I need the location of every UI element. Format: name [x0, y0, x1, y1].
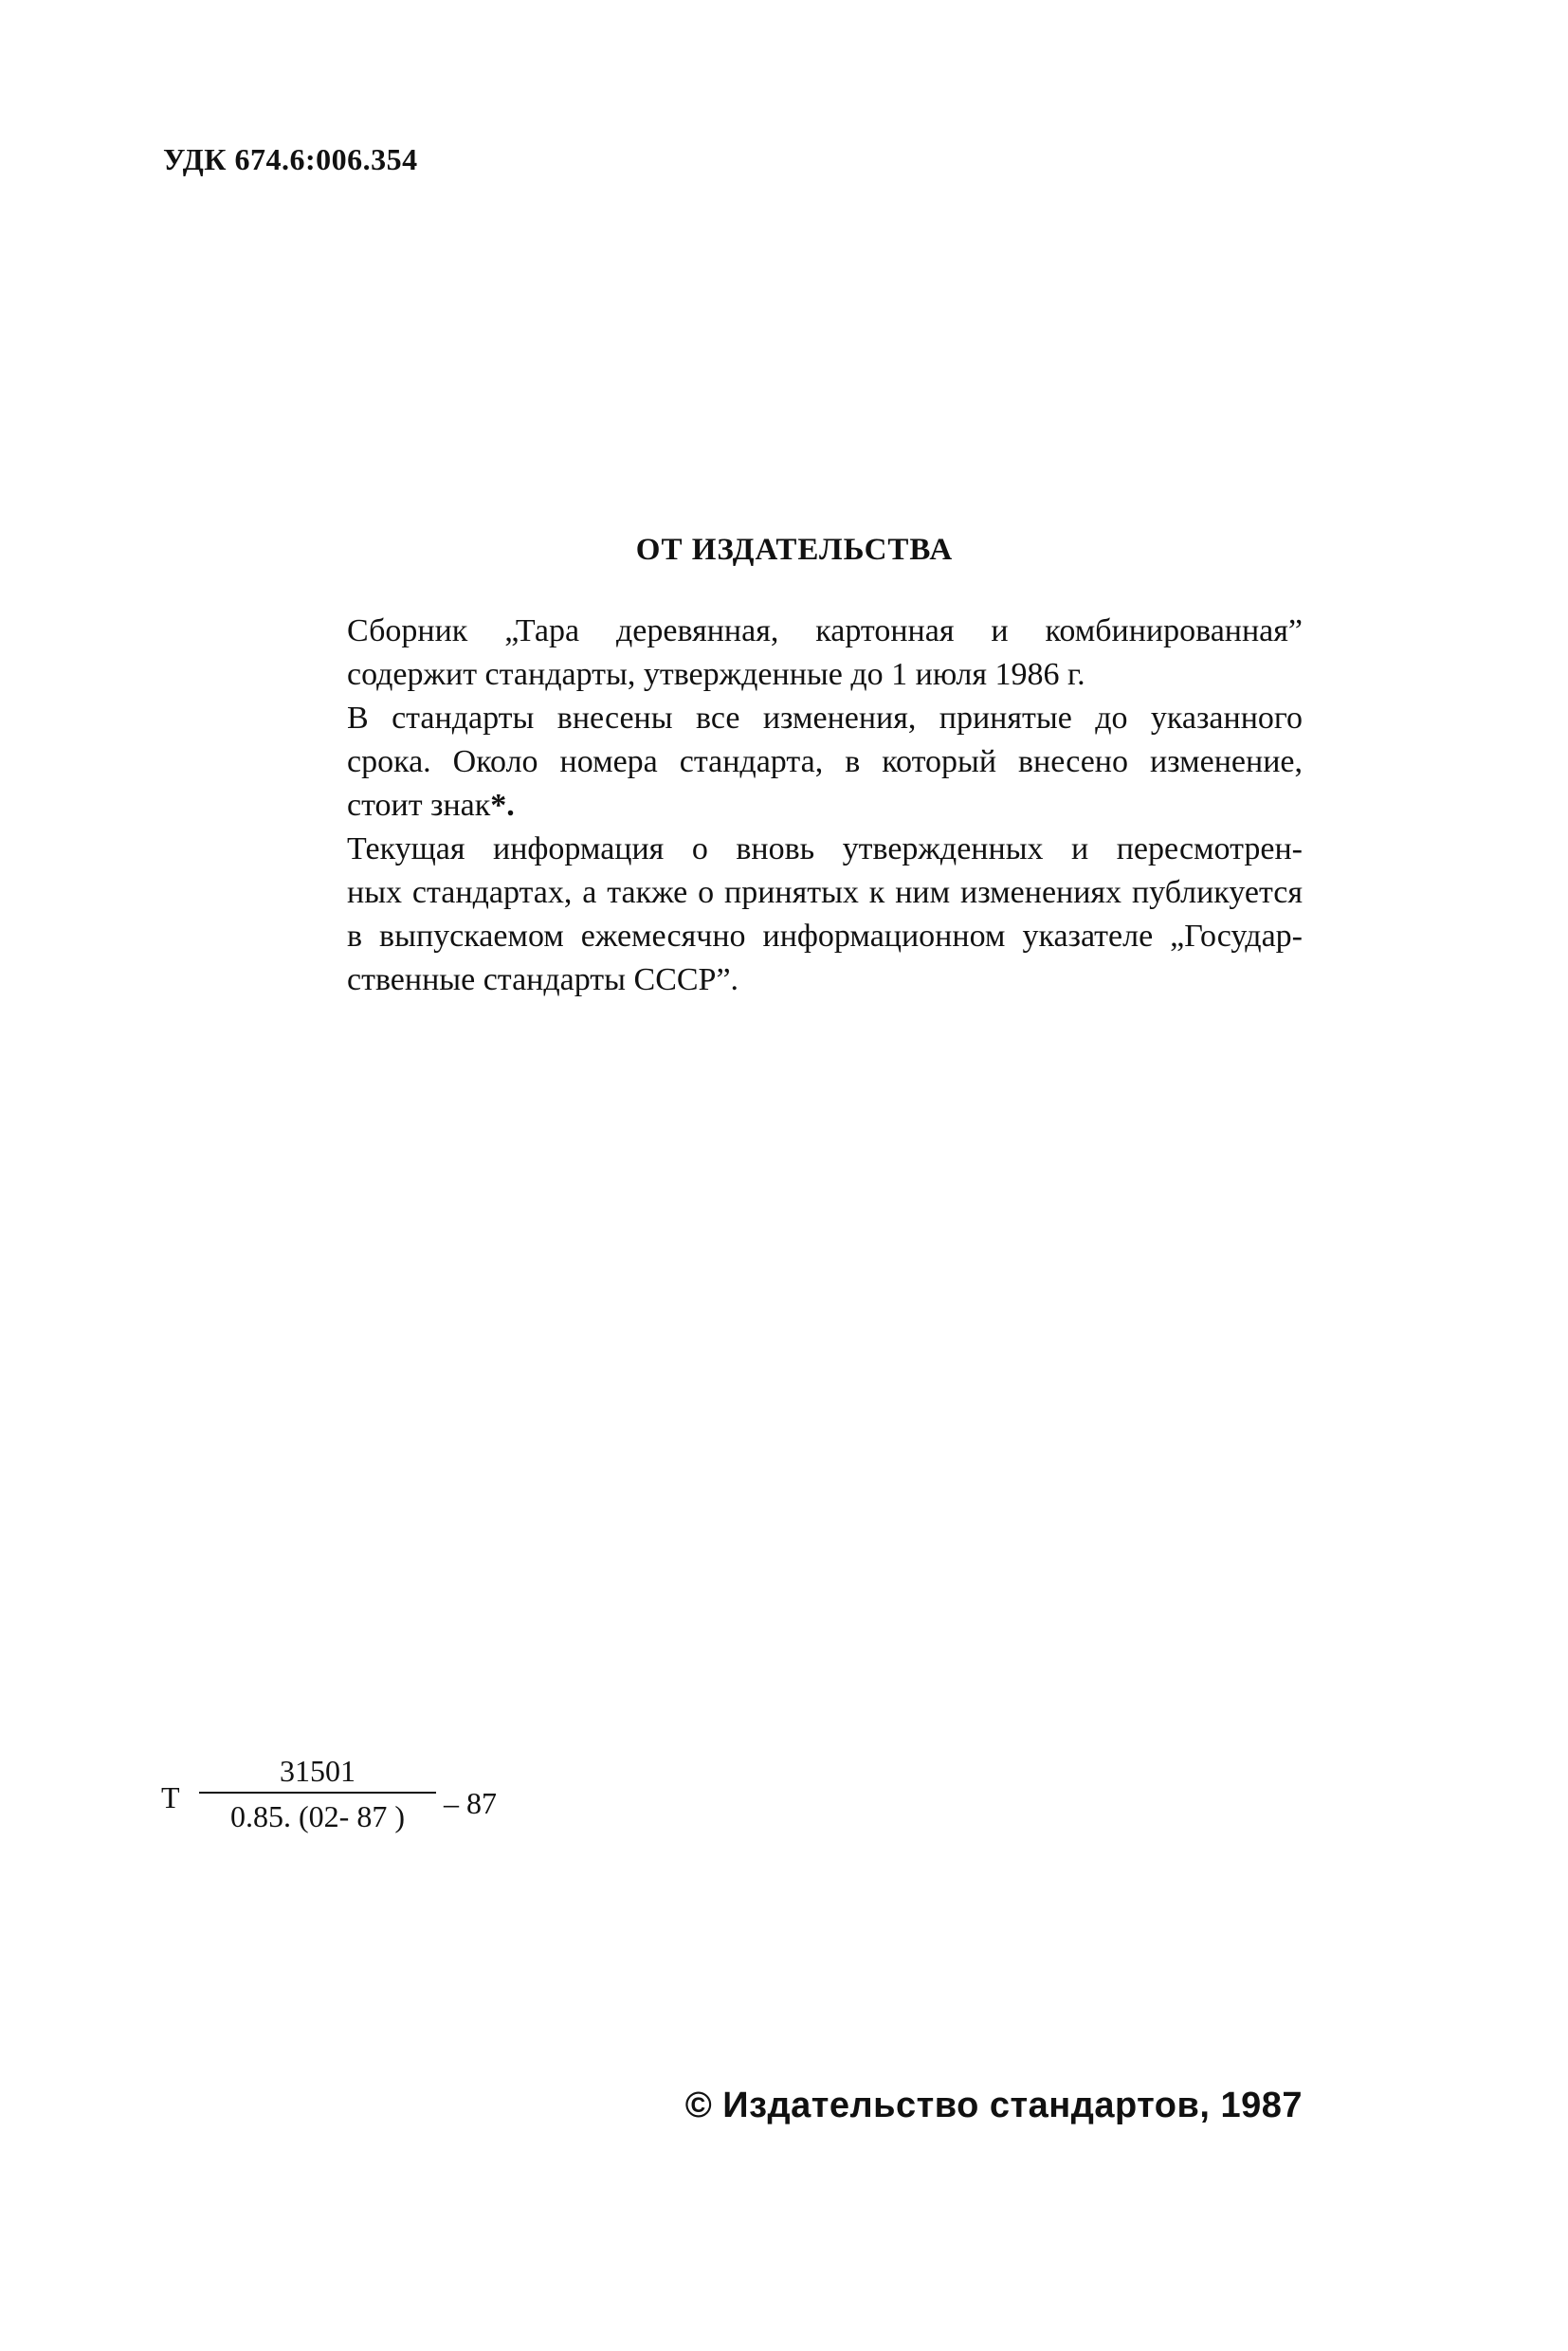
index-prefix: Т — [161, 1780, 180, 1814]
text-line: срока. Около номера стандарта, в который внесено изменение, — [347, 744, 1303, 779]
text-line: в выпускаемом ежемесячно информационном указателе „Государ- — [347, 919, 1303, 954]
text-line: содержит стандарты, утвержденные до 1 июля 1986 г. — [347, 657, 1085, 692]
text-segment: стоит знак — [347, 788, 491, 823]
paragraph-3 — [286, 828, 1303, 1002]
paragraph-1 — [286, 610, 1303, 697]
text-line: Сборник „Тара деревянная, картонная и комбинированная” — [347, 613, 1303, 648]
index-fraction — [199, 1752, 436, 1835]
section-heading: ОТ ИЗДАТЕЛЬСТВА — [635, 533, 954, 567]
text-line: Текущая информация о вновь утвержденных и пересмотрен- — [347, 831, 1303, 866]
index-numerator: 31501 — [280, 1754, 356, 1788]
text-line: ственные стандарты СССР”. — [347, 962, 739, 997]
index-suffix: – 87 — [444, 1786, 497, 1820]
publisher-note — [286, 533, 1303, 1002]
asterisk-mark: *. — [490, 788, 515, 823]
publication-index-code — [161, 1752, 540, 1856]
fraction-bar — [199, 1792, 436, 1794]
text-line: В стандарты внесены все изменения, принятые до указанного — [347, 701, 1303, 736]
copyright-line: © Издательство стандартов, 1987 — [684, 2086, 1303, 2125]
text-line-with-mark — [286, 784, 1303, 828]
udk-code: УДК 674.6:006.354 — [163, 142, 418, 176]
text-line: ных стандартах, а также о принятых к ним изменениях публикуется — [347, 875, 1303, 910]
paragraph-2 — [286, 697, 1303, 828]
index-denominator: 0.85. (02- 87 ) — [230, 1799, 405, 1833]
